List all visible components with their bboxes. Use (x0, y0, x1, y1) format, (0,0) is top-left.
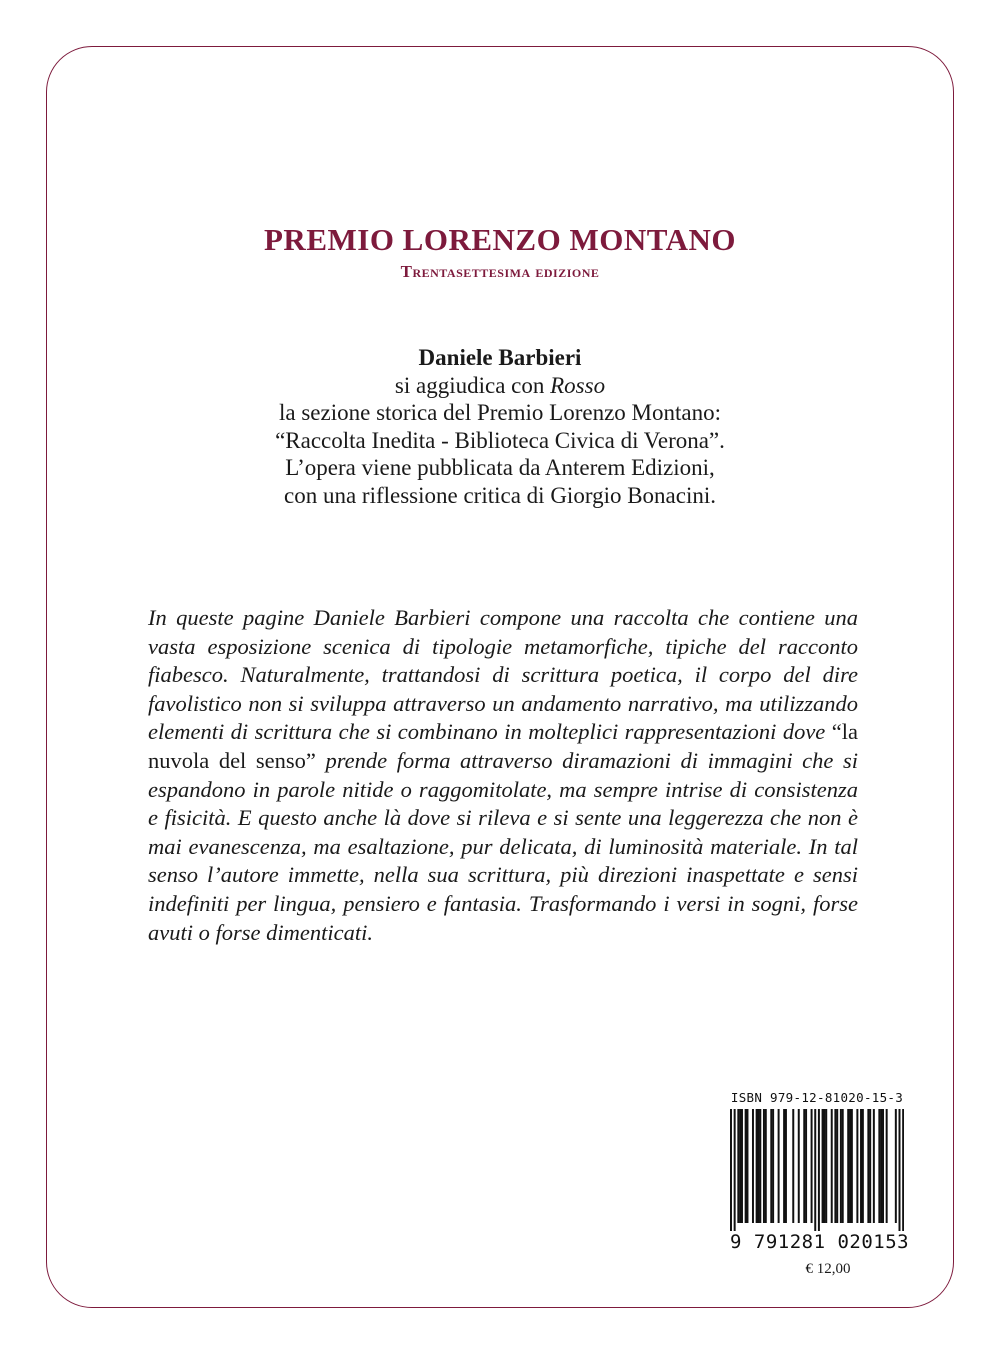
barcode-bar (770, 1109, 772, 1223)
barcode-bar (823, 1109, 825, 1223)
blurb-text-part1: In queste pagine Daniele Barbieri compone una raccolta che contiene una vasta esposizione scenica di tipologie metamorfiche, tipiche del racconto fiabesco. Naturalmente, trattandosi di scrittura poetica, il corpo del dire favolistico non si sviluppa attraverso un andamento narrativo, ma utilizzando elementi di scrittura che si combinano in molteplici rappresentazioni dove (148, 605, 858, 745)
barcode-bar (851, 1109, 853, 1223)
barcode-bar (805, 1109, 807, 1223)
barcode-bar (840, 1109, 842, 1223)
barcode-bar (882, 1109, 884, 1223)
barcode-bar (741, 1109, 743, 1223)
barcode-bar (878, 1109, 880, 1223)
price: € 12,00 (805, 1261, 851, 1277)
barcode-bar (783, 1109, 785, 1223)
barcode-bar (899, 1109, 901, 1231)
barcode-bar (825, 1109, 827, 1223)
announcement (0, 344, 1000, 509)
barcode-bar (739, 1109, 741, 1223)
barcode-bar (842, 1109, 844, 1223)
announcement-line: con una riflessione critica di Giorgio Bonacini. (284, 482, 716, 508)
announcement-line: L’opera viene pubblicata da Anterem Edizioni, (285, 455, 715, 480)
barcode-bar (763, 1109, 765, 1223)
barcode-bar (785, 1109, 787, 1223)
barcode-bar (902, 1109, 904, 1231)
barcode-image (730, 1109, 904, 1231)
barcode-bar (856, 1109, 858, 1223)
barcode-bar (759, 1109, 761, 1223)
barcode-bar (792, 1109, 794, 1223)
blurb-quote: “la nuvola del senso” (148, 719, 858, 773)
work-title: Rosso (550, 372, 606, 398)
barcode-bar (831, 1109, 833, 1223)
barcode-bar (798, 1109, 800, 1223)
announcement-line (0, 372, 1000, 400)
edition-subtitle: Trentasettesima edizione (400, 262, 600, 281)
barcode-bar (895, 1109, 897, 1223)
barcode-bar (778, 1109, 780, 1223)
announcement-line: la sezione storica del Premio Lorenzo Montano: (279, 400, 721, 425)
barcode-bar (836, 1109, 838, 1223)
barcode-bar (873, 1109, 875, 1223)
barcode-bar (730, 1109, 732, 1231)
barcode-bar (822, 1109, 824, 1223)
barcode-bar (818, 1109, 820, 1231)
barcode-bar (886, 1109, 888, 1223)
barcode-bar (734, 1109, 736, 1231)
barcode-bar (752, 1109, 754, 1223)
barcode-bar (746, 1109, 748, 1223)
barcode-bar (811, 1109, 813, 1223)
barcode-bar (772, 1109, 774, 1223)
ean-digits: 9 791281 020153 (730, 1231, 910, 1253)
barcode-block (730, 1090, 910, 1278)
prize-title: PREMIO LORENZO MONTANO (264, 222, 736, 257)
barcode-bar (867, 1109, 869, 1223)
barcode-bar (860, 1109, 862, 1223)
blurb-text-part2: prende forma attraverso diramazioni di immagini che si espandono in parole nitide o raggomitolate, ma sempre intrise di consistenza e fisicità. E questo anche là dove si rileva e si sente una leggerezza che non è mai evanescenza, ma esaltazione, pur delicata, di luminosità materiale. In tal senso l’autore immette, nella sua scrittura, più direzioni inaspettate e sensi indefiniti per lingua, pensiero e fantasia. Trasformando i versi in sogni, forse avuti o forse dimenticati. (148, 747, 858, 945)
barcode-bar (869, 1109, 871, 1223)
author-name: Daniele Barbieri (418, 345, 582, 370)
barcode-bar (757, 1109, 759, 1223)
announcement-prefix: si aggiudica con (394, 372, 551, 398)
barcode-bar (862, 1109, 864, 1223)
barcode-bar (834, 1109, 836, 1223)
barcode-bar (849, 1109, 851, 1223)
isbn-label: ISBN 979-12-81020-15-3 (730, 1090, 904, 1105)
barcode-bar (814, 1109, 816, 1231)
announcement-line: “Raccolta Inedita - Biblioteca Civica di Verona”. (275, 427, 725, 453)
critical-blurb (148, 604, 858, 947)
barcode-bar (880, 1109, 882, 1223)
barcode-bar (745, 1109, 747, 1223)
barcode-bar (737, 1109, 739, 1223)
barcode-bar (803, 1109, 805, 1223)
barcode-bar (765, 1109, 767, 1223)
barcode-bar (756, 1109, 758, 1223)
barcode-bar (847, 1109, 849, 1223)
